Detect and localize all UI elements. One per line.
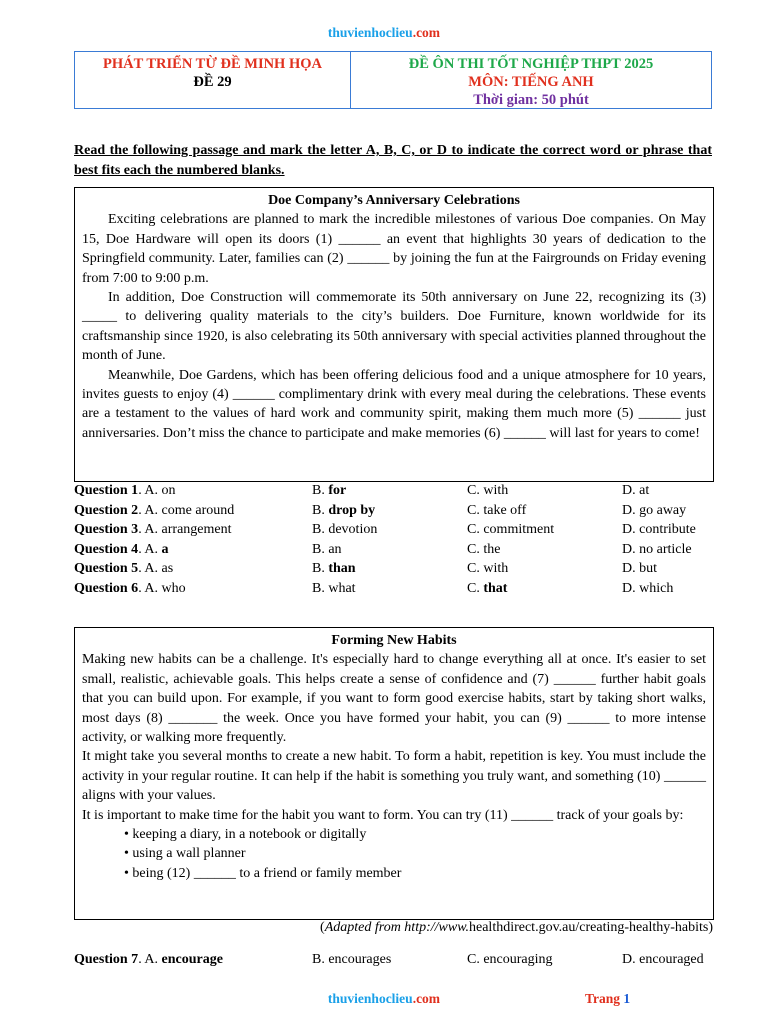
- site-name: thuvienhoclieu: [327, 25, 413, 40]
- option-b[interactable]: B. an: [312, 541, 342, 557]
- option-d[interactable]: D. contribute: [622, 522, 696, 537]
- option-a[interactable]: A. come around: [144, 502, 235, 518]
- option-c[interactable]: C. with: [467, 561, 509, 576]
- option-c[interactable]: C. take off: [467, 502, 527, 518]
- option-a[interactable]: A. who: [144, 580, 186, 596]
- option-a[interactable]: A. a: [144, 541, 169, 557]
- question-list-1: [74, 481, 714, 598]
- option-d[interactable]: D. but: [622, 561, 657, 576]
- passage-2-paragraph: It is important to make time for the habit you want to form. You can try (11) ______ track of your goals by:: [82, 807, 684, 823]
- question-list-2: [74, 950, 714, 970]
- option-a[interactable]: A. as: [144, 561, 174, 576]
- passage-1: [74, 187, 714, 482]
- passage-2-title: Forming New Habits: [331, 633, 457, 648]
- bullet-item: • being (12) ______ to a friend or family member: [124, 865, 402, 881]
- exam-header-table: [74, 51, 712, 109]
- option-d[interactable]: D. at: [622, 483, 650, 498]
- option-a[interactable]: A. arrangement: [144, 522, 232, 537]
- question-label: Question 2: [74, 502, 139, 518]
- passage-1-paragraph: Exciting celebrations are planned to mark the incredible milestones of various Doe companies. On May 15, Doe Hardware will open its doors (1) ______ an event that highlights 30 years of dedication to the Springfield community. Later, families can (2) ______ by joining the fun at the Fairgrounds on Friday evening from 7:00 to 9:00 p.m.: [82, 212, 706, 286]
- exam-title: ĐỀ ÔN THI TỐT NGHIỆP THPT 2025: [408, 56, 654, 72]
- instruction-text: Read the following passage and mark the letter A, B, C, or D to indicate the correct word or phrase that best fits each the numbered blanks.: [74, 143, 712, 178]
- question-row: Question 6. A. who B. what C. that D. which: [74, 579, 714, 599]
- site-name: thuvienhoclieu: [327, 991, 413, 1006]
- bullet-item: • keeping a diary, in a notebook or digitally: [124, 827, 367, 843]
- option-b[interactable]: B. what: [312, 580, 356, 596]
- option-d[interactable]: D. which: [622, 580, 674, 596]
- question-row: Question 1. A. on B. for C. with D. at: [74, 481, 714, 501]
- question-row: Question 7. A. encourage B. encourages C. encouraging D. encouraged: [74, 950, 714, 970]
- site-tld: .com: [412, 991, 441, 1006]
- exam-subject: MÔN: TIẾNG ANH: [468, 74, 594, 90]
- passage-2-paragraph: It might take you several months to create a new habit. To form a habit, repetition is key. You must include the activity in your regular routine. It can help if the habit is something you truly want, and something (10) ______ aligns with your values.: [82, 749, 706, 804]
- site-tld: .com: [412, 25, 441, 40]
- exam-number: ĐỀ 29: [193, 74, 232, 90]
- source-citation: (Adapted from http://www.healthdirect.gov.au/creating-healthy-habits): [320, 920, 713, 935]
- option-d[interactable]: D. no article: [622, 541, 692, 557]
- option-c[interactable]: C. with: [467, 483, 509, 498]
- option-d[interactable]: D. encouraged: [622, 952, 704, 967]
- option-b[interactable]: B. than: [312, 561, 356, 576]
- option-b[interactable]: B. for: [312, 483, 347, 498]
- question-label: Question 3: [74, 522, 139, 537]
- question-row: Question 2. A. come around B. drop by C. take off D. go away: [74, 501, 714, 521]
- question-label: Question 5: [74, 561, 139, 576]
- passage-2-paragraph: Making new habits can be a challenge. It's especially hard to change everything all at once. It's easier to set small, realistic, achievable goals. This helps create a sense of confidence and (7) ______ further habit goals that you can build upon. For example, if you want to form good exercise habits, start by taking short walks, most days (8) _______ the week. Once you have formed your habit, you can (9) ______ to more intense activity, or walking more frequently.: [82, 652, 706, 746]
- exam-time: Thời gian: 50 phút: [473, 92, 589, 108]
- question-row: Question 5. A. as B. than C. with D. but: [74, 559, 714, 579]
- question-row: Question 3. A. arrangement B. devotion C. commitment D. contribute: [74, 520, 714, 540]
- bullet-item: • using a wall planner: [124, 846, 246, 862]
- passage-1-paragraph: Meanwhile, Doe Gardens, which has been offering delicious food and a unique atmosphere for 10 years, invites guests to enjoy (4) ______ complimentary drink with every meal during the celebrations. These events are a testament to the values of hard work and community spirit, making them much more (5) ______ just anniversaries. Don’t miss the chance to participate and make memories (6) ______ will last for years to come!: [82, 367, 706, 441]
- option-a[interactable]: A. encourage: [144, 952, 223, 967]
- passage-2: [74, 627, 714, 920]
- question-label: Question 6: [74, 580, 139, 596]
- passage-1-paragraph: In addition, Doe Construction will commemorate its 50th anniversary on June 22, recognizing its (3) _____ to delivering quality materials to the city’s builders. Doe Furniture, known worldwide for its craftsmanship since 1920, is also celebrating its 50th anniversary with special activities planned throughout the month of June.: [82, 290, 706, 364]
- option-d[interactable]: D. go away: [622, 502, 687, 518]
- option-b[interactable]: B. drop by: [312, 502, 376, 518]
- site-footer-link[interactable]: [0, 991, 768, 1007]
- option-c[interactable]: C. the: [467, 541, 501, 557]
- option-b[interactable]: B. devotion: [312, 522, 378, 537]
- option-b[interactable]: B. encourages: [312, 952, 392, 967]
- question-row: Question 4. A. a B. an C. the D. no article: [74, 540, 714, 560]
- exam-source-title: PHÁT TRIỂN TỪ ĐỀ MINH HỌA: [102, 56, 322, 72]
- page-number: Trang 1: [585, 991, 631, 1006]
- question-label: Question 1: [74, 483, 139, 498]
- question-label: Question 4: [74, 541, 139, 557]
- exam-header-right: [351, 52, 711, 108]
- site-header-link[interactable]: [0, 25, 768, 41]
- question-label: Question 7: [74, 952, 139, 967]
- passage-1-title: Doe Company’s Anniversary Celebrations: [268, 193, 520, 208]
- option-c[interactable]: C. commitment: [467, 522, 555, 537]
- exam-header-left: [75, 52, 351, 108]
- option-a[interactable]: A. on: [144, 483, 176, 498]
- option-c[interactable]: C. that: [467, 580, 508, 596]
- option-c[interactable]: C. encouraging: [467, 952, 553, 967]
